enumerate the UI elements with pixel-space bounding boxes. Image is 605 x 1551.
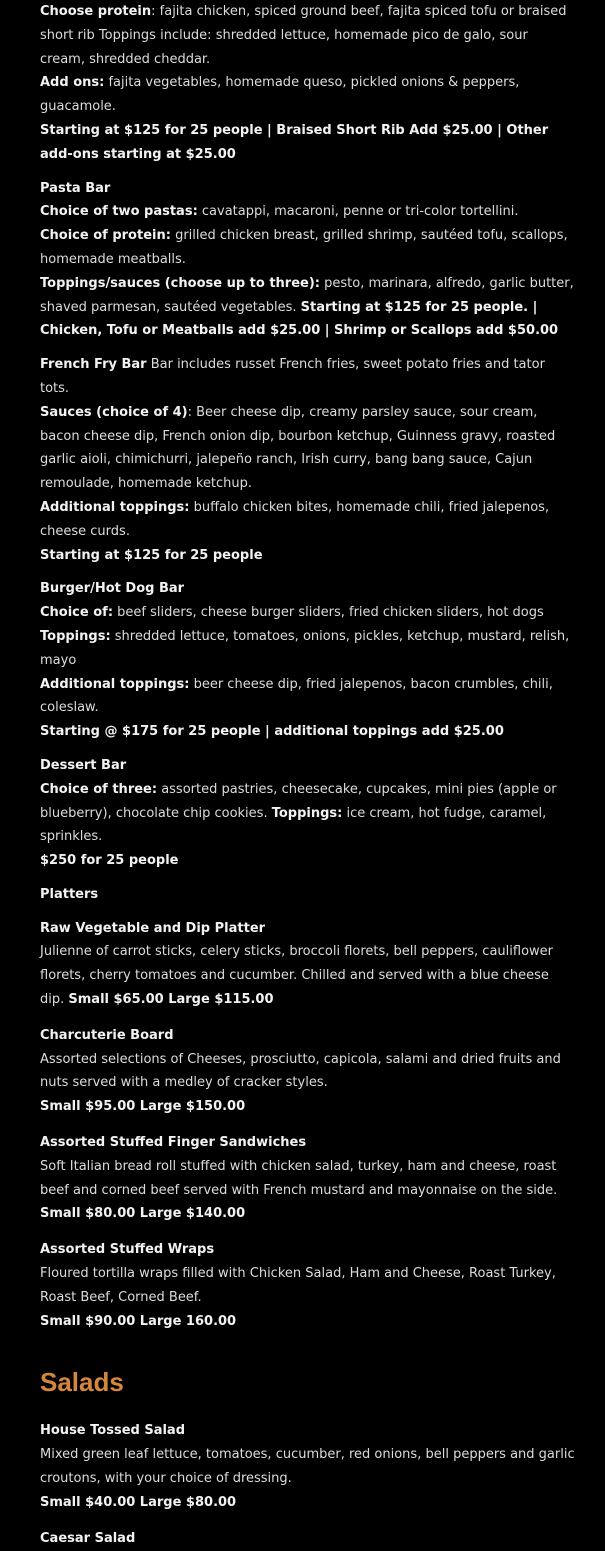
burger-choice-label: Choice of: [40, 605, 114, 621]
pasta-choice-line [40, 200, 576, 224]
platters-title: Platters [40, 886, 99, 902]
platter-description: Soft Italian bread roll stuffed with chicken salad, turkey, ham and cheese, roast beef and corned beef served with French mustard and mayonnaise on the side. [40, 1158, 558, 1198]
salad-name: Caesar Salad [40, 1530, 136, 1546]
fry-intro-line [40, 353, 576, 401]
platter-item [40, 917, 576, 1012]
fajita-bar-section [40, 0, 576, 167]
burger-bar-title: Burger/Hot Dog Bar [40, 581, 185, 597]
dessert-price: $250 for 25 people [40, 853, 179, 869]
dessert-toppings-text: ice cream, hot fudge, caramel, sprinkles. [40, 805, 547, 845]
fry-toppings-label: Additional toppings: [40, 499, 190, 515]
fajita-protein-text: : fajita chicken, spiced ground beef, fajita spiced tofu or braised short rib Toppings include: shredded lettuce, homemade pico de galo, sour cream, shredded cheddar. [40, 4, 567, 67]
pasta-protein-text: grilled chicken breast, grilled shrimp, sautéed tofu, scallops, homemade meatballs. [40, 228, 568, 267]
fajita-protein-line [40, 0, 576, 71]
pasta-bar-section [40, 177, 576, 344]
fry-intro-text: Bar includes russet French fries, sweet potato fries and tator tots. [40, 357, 545, 396]
platter-description-line [40, 940, 576, 1011]
pasta-price: Starting at $125 for 25 people. | Chicken, Tofu or Meatballs add $25.00 | Shrimp or Scallops add $50.00 [40, 299, 559, 339]
burger-toppings-label: Toppings: [40, 628, 111, 644]
platter-description: Julienne of carrot sticks, celery sticks, broccoli florets, bell peppers, cauliflower florets, cherry tomatoes and cucumber. Chilled and served with a blue cheese dip. [40, 944, 553, 1008]
dessert-choice-text: assorted pastries, cheesecake, cupcakes, mini pies (apple or blueberry), chocolate chip cookies. [40, 781, 557, 821]
platter-description: Floured tortilla wraps filled with Chicken Salad, Ham and Cheese, Roast Turkey, Roast Beef, Corned Beef. [40, 1266, 556, 1305]
burger-choice-text: beef sliders, cheese burger sliders, fried chicken sliders, hot dogs [113, 605, 544, 621]
salad-price: Small $40.00 Large $80.00 [40, 1494, 237, 1510]
dessert-bar-section [40, 754, 576, 873]
pasta-protein-label: Choice of protein: [40, 228, 171, 244]
burger-additional-label: Additional toppings: [40, 676, 190, 692]
burger-price: Starting @ $175 for 25 people | additional toppings add $25.00 [40, 724, 504, 740]
burger-bar-section [40, 577, 576, 744]
pasta-sauces-line [40, 272, 576, 343]
platter-name: Raw Vegetable and Dip Platter [40, 920, 266, 936]
salad-description: Mixed green leaf lettuce, tomatoes, cucumber, red onions, bell peppers and garlic croutons, with your choice of dressing. [40, 1447, 575, 1487]
platter-price: Small $65.00 Large $115.00 [68, 992, 274, 1008]
fajita-protein-label: Choose protein [40, 4, 152, 19]
salad-item [40, 1527, 576, 1551]
fajita-addons-line [40, 71, 576, 119]
dessert-bar-title: Dessert Bar [40, 757, 127, 773]
fry-sauces-line [40, 401, 576, 496]
platter-item [40, 1024, 576, 1119]
fajita-addons-label: Add ons: [40, 75, 105, 91]
fry-price: Starting at $125 for 25 people [40, 547, 263, 563]
burger-additional-text: beer cheese dip, fried jalepenos, bacon crumbles, chili, coleslaw. [40, 676, 553, 716]
burger-toppings-text: shredded lettuce, tomatoes, onions, pickles, ketchup, mustard, relish, mayo [40, 628, 570, 668]
salad-name: House Tossed Salad [40, 1423, 186, 1439]
pasta-choice-label: Choice of two pastas: [40, 204, 198, 220]
platter-name: Assorted Stuffed Finger Sandwiches [40, 1135, 307, 1151]
salads-heading: Salads [40, 1367, 124, 1398]
platters-section [40, 883, 576, 1334]
fry-sauces-label: Sauces (choice of 4) [40, 404, 188, 420]
fry-bar-section [40, 353, 576, 567]
platter-description: Assorted selections of Cheeses, prosciutto, capicola, salami and dried fruits and nuts served with a medley of cracker styles. [40, 1051, 561, 1091]
burger-toppings-line [40, 625, 576, 673]
pasta-protein-line [40, 224, 576, 272]
platter-name: Charcuterie Board [40, 1027, 174, 1043]
salad-item [40, 1419, 576, 1514]
pasta-bar-title: Pasta Bar [40, 180, 111, 196]
salads-section [40, 1367, 576, 1550]
dessert-choice-label: Choice of three: [40, 781, 158, 797]
pasta-sauces-text: pesto, marinara, alfredo, garlic butter, shaved parmesan, sautéed vegetables. [40, 275, 574, 315]
fajita-addons-text: fajita vegetables, homemade queso, pickled onions & peppers, guacamole. [40, 75, 520, 115]
pasta-choice-text: cavatappi, macaroni, penne or tri-color tortellini. [197, 204, 519, 220]
fry-bar-title: French Fry Bar [40, 357, 147, 373]
platter-name: Assorted Stuffed Wraps [40, 1242, 215, 1258]
burger-additional-line [40, 673, 576, 721]
fajita-price: Starting at $125 for 25 people | Braised Short Rib Add $25.00 | Other add-ons starting at $25.00 [40, 122, 549, 162]
dessert-toppings-label: Toppings: [271, 805, 343, 821]
dessert-choice-line [40, 778, 576, 849]
platter-item [40, 1238, 576, 1333]
fry-sauces-text: : Beer cheese dip, creamy parsley sauce, sour cream, bacon cheese dip, French onion dip, bourbon ketchup, Guinness gravy, roasted garlic aioli, chimichurri, jalepeño ranch, Irish curry, bang bang sauce, Cajun remoulade, homemade ketchup. [40, 404, 556, 492]
burger-choice-line [40, 601, 576, 625]
fry-toppings-line [40, 496, 576, 544]
menu-content [40, 0, 576, 1551]
platter-item [40, 1131, 576, 1226]
fry-toppings-text: buffalo chicken bites, homemade chili, fried jalepenos, cheese curds. [40, 499, 550, 539]
pasta-sauces-label: Toppings/sauces (choose up to three): [40, 275, 320, 291]
platter-price: Small $90.00 Large 160.00 [40, 1313, 237, 1329]
platter-price: Small $95.00 Large $150.00 [40, 1099, 246, 1115]
platter-price: Small $80.00 Large $140.00 [40, 1206, 246, 1222]
